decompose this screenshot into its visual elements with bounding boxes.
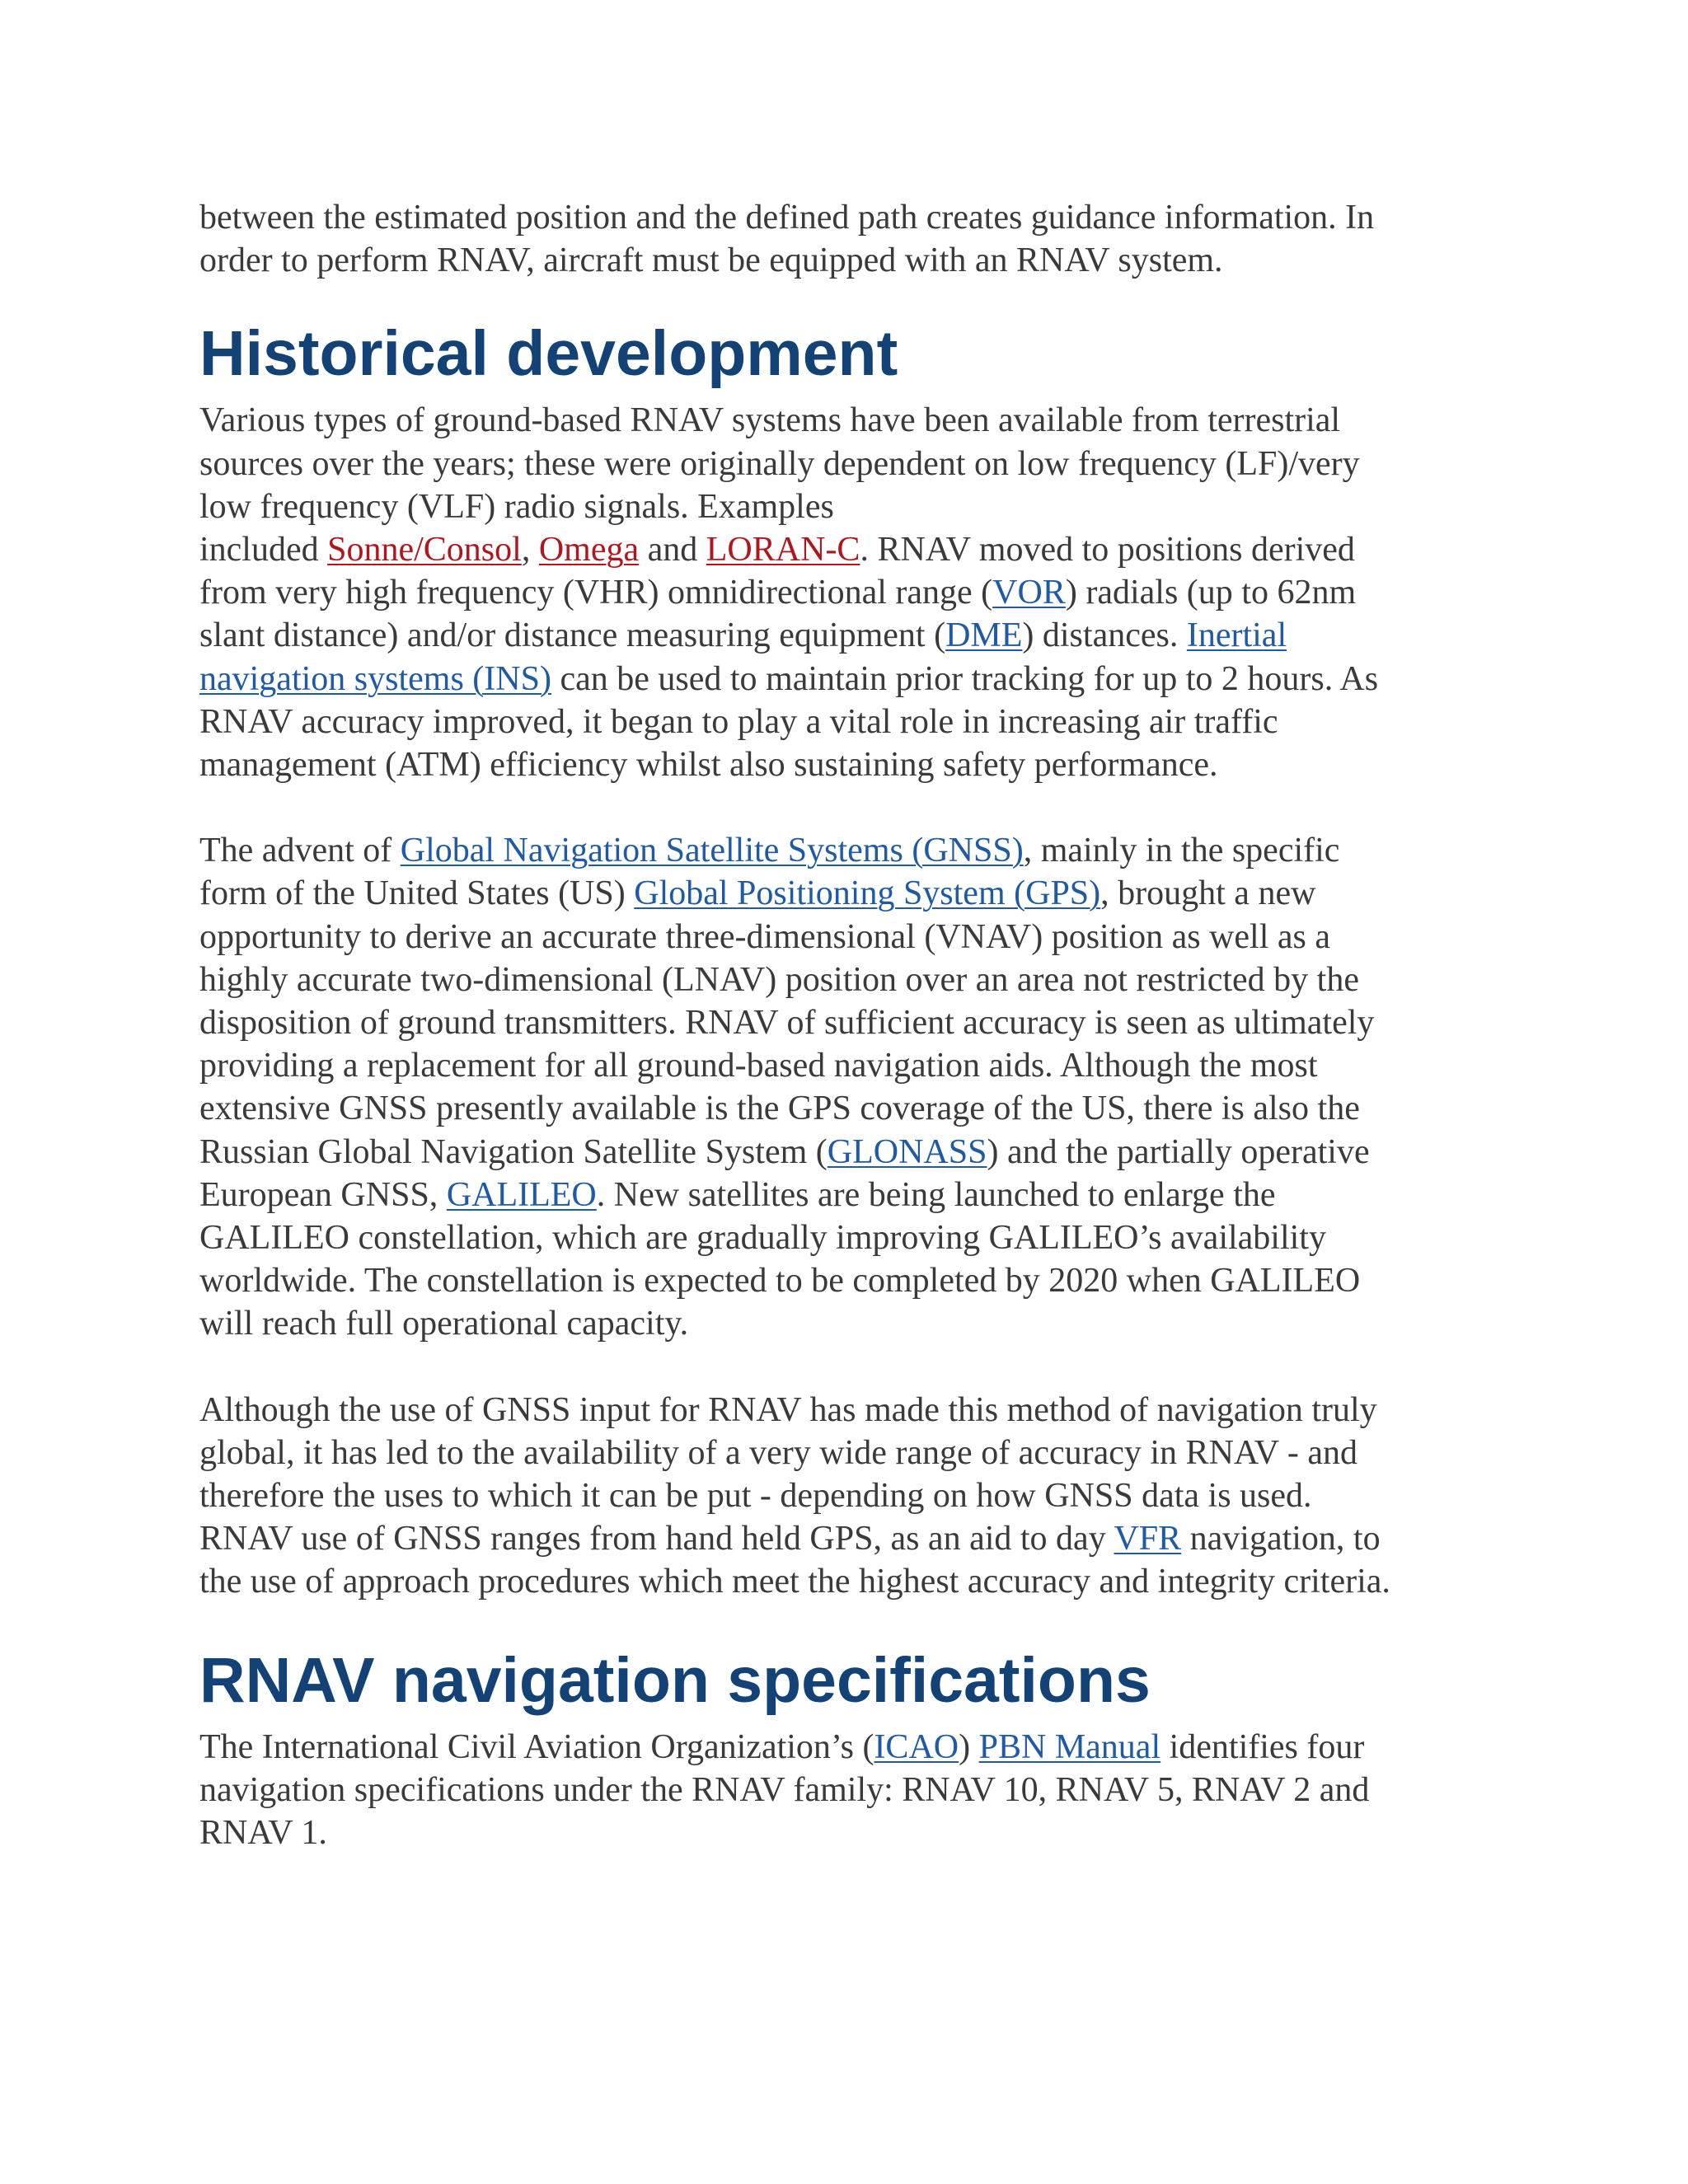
intro-paragraph: [199, 196, 1518, 282]
historical-paragraph-1: [199, 399, 1518, 786]
text-segment: RNAV use of GNSS ranges from hand held GPS, as an aid to day: [199, 1520, 1114, 1558]
link-omega[interactable]: Omega: [538, 531, 640, 569]
text-line: low frequency (VLF) radio signals. Examples: [199, 487, 834, 526]
text-line: providing a replacement for all ground-based navigation aids. Although the most: [199, 1047, 1318, 1085]
text-segment: slant distance) and/or distance measuring equipment (: [199, 616, 946, 655]
text-segment: Russian Global Navigation Satellite System (: [199, 1132, 828, 1171]
text-line: sources over the years; these were originally dependent on low frequency (LF)/very: [199, 444, 1360, 483]
text-line: [199, 1726, 1518, 1769]
link-icao[interactable]: ICAO: [874, 1727, 959, 1766]
text-segment: The International Civil Aviation Organization’s (: [199, 1727, 874, 1766]
text-line: [199, 658, 1518, 701]
text-line: disposition of ground transmitters. RNAV of sufficient accuracy is seen as ultimately: [199, 1004, 1375, 1043]
text-line: will reach full operational capacity.: [199, 1305, 689, 1343]
text-line: global, it has led to the availability of a very wide range of accuracy in RNAV - and: [199, 1433, 1358, 1472]
text-line: the use of approach procedures which meet the highest accuracy and integrity criteria.: [199, 1563, 1390, 1601]
text-line: navigation specifications under the RNAV family: RNAV 10, RNAV 5, RNAV 2 and: [199, 1770, 1370, 1809]
text-segment: . New satellites are being launched to enlarge the: [596, 1175, 1276, 1214]
link-inertial-navigation-systems[interactable]: Inertial: [1186, 616, 1287, 655]
link-sonne-consol[interactable]: Sonne/Consol: [327, 531, 522, 569]
document-page: [199, 196, 1518, 1854]
link-gps[interactable]: Global Positioning System (GPS): [634, 874, 1101, 913]
text-line: extensive GNSS presently available is the GPS coverage of the US, there is also the: [199, 1090, 1360, 1128]
text-line: highly accurate two-dimensional (LNAV) position over an area not restricted by the: [199, 960, 1359, 999]
text-segment: included: [199, 531, 328, 569]
text-segment: can be used to maintain prior tracking for up to 2 hours. As: [551, 659, 1379, 698]
text-line: [199, 829, 1518, 872]
text-segment: and: [639, 531, 706, 569]
text-segment: ): [959, 1727, 979, 1766]
text-segment: . RNAV moved to positions derived: [860, 531, 1355, 569]
text-segment: European GNSS,: [199, 1175, 447, 1214]
text-line: RNAV 1.: [199, 1814, 327, 1853]
text-line: [199, 1131, 1518, 1174]
text-line: opportunity to derive an accurate three-dimensional (VNAV) position as well as a: [199, 917, 1330, 956]
specs-paragraph-1: [199, 1726, 1518, 1855]
link-loran-c[interactable]: LORAN-C: [706, 531, 860, 569]
text-segment: ) distances.: [1022, 616, 1187, 655]
link-dme[interactable]: DME: [945, 616, 1023, 655]
text-segment: The advent of: [199, 832, 401, 870]
text-segment: from very high frequency (VHR) omnidirectional range (: [199, 574, 993, 612]
link-glonass[interactable]: GLONASS: [827, 1132, 987, 1171]
text-line: RNAV accuracy improved, it began to play a vital role in increasing air traffic: [199, 702, 1278, 741]
link-gnss[interactable]: Global Navigation Satellite Systems (GNSS): [400, 832, 1024, 870]
text-segment: navigation, to: [1181, 1520, 1381, 1558]
link-vor[interactable]: VOR: [992, 574, 1066, 612]
link-vfr[interactable]: VFR: [1114, 1520, 1182, 1558]
text-line: [199, 614, 1518, 657]
heading-historical-development: Historical development: [199, 318, 898, 390]
text-segment: , brought a new: [1100, 874, 1316, 913]
text-line: [199, 528, 1518, 571]
text-line: [199, 1174, 1518, 1216]
text-line: between the estimated position and the defined path creates guidance information. In: [199, 199, 1375, 237]
text-line: worldwide. The constellation is expected to be completed by 2020 when GALILEO: [199, 1262, 1361, 1301]
link-inertial-navigation-systems-cont[interactable]: navigation systems (INS): [199, 659, 551, 698]
text-segment: form of the United States (US): [199, 874, 635, 913]
historical-paragraph-3: [199, 1389, 1518, 1604]
text-segment: identifies four: [1160, 1727, 1365, 1766]
text-line: management (ATM) efficiency whilst also sustaining safety performance.: [199, 746, 1218, 785]
text-line: [199, 872, 1518, 915]
text-segment: ) and the partially operative: [987, 1132, 1370, 1171]
text-line: Although the use of GNSS input for RNAV has made this method of navigation truly: [199, 1390, 1377, 1429]
text-line: order to perform RNAV, aircraft must be equipped with an RNAV system.: [199, 241, 1223, 280]
text-line: Various types of ground-based RNAV systems have been available from terrestrial: [199, 401, 1341, 440]
text-line: GALILEO constellation, which are gradually improving GALILEO’s availability: [199, 1219, 1326, 1258]
heading-rnav-navigation-specifications: RNAV navigation specifications: [199, 1644, 1151, 1716]
text-line: [199, 571, 1518, 614]
historical-paragraph-2: [199, 829, 1518, 1345]
text-segment: ,: [521, 531, 539, 569]
text-segment: , mainly in the specific: [1023, 832, 1340, 870]
link-pbn-manual[interactable]: PBN Manual: [978, 1727, 1161, 1766]
text-line: [199, 1517, 1518, 1560]
text-segment: ) radials (up to 62nm: [1065, 574, 1357, 612]
text-line: therefore the uses to which it can be put - depending on how GNSS data is used.: [199, 1477, 1312, 1516]
link-galileo[interactable]: GALILEO: [446, 1175, 597, 1214]
